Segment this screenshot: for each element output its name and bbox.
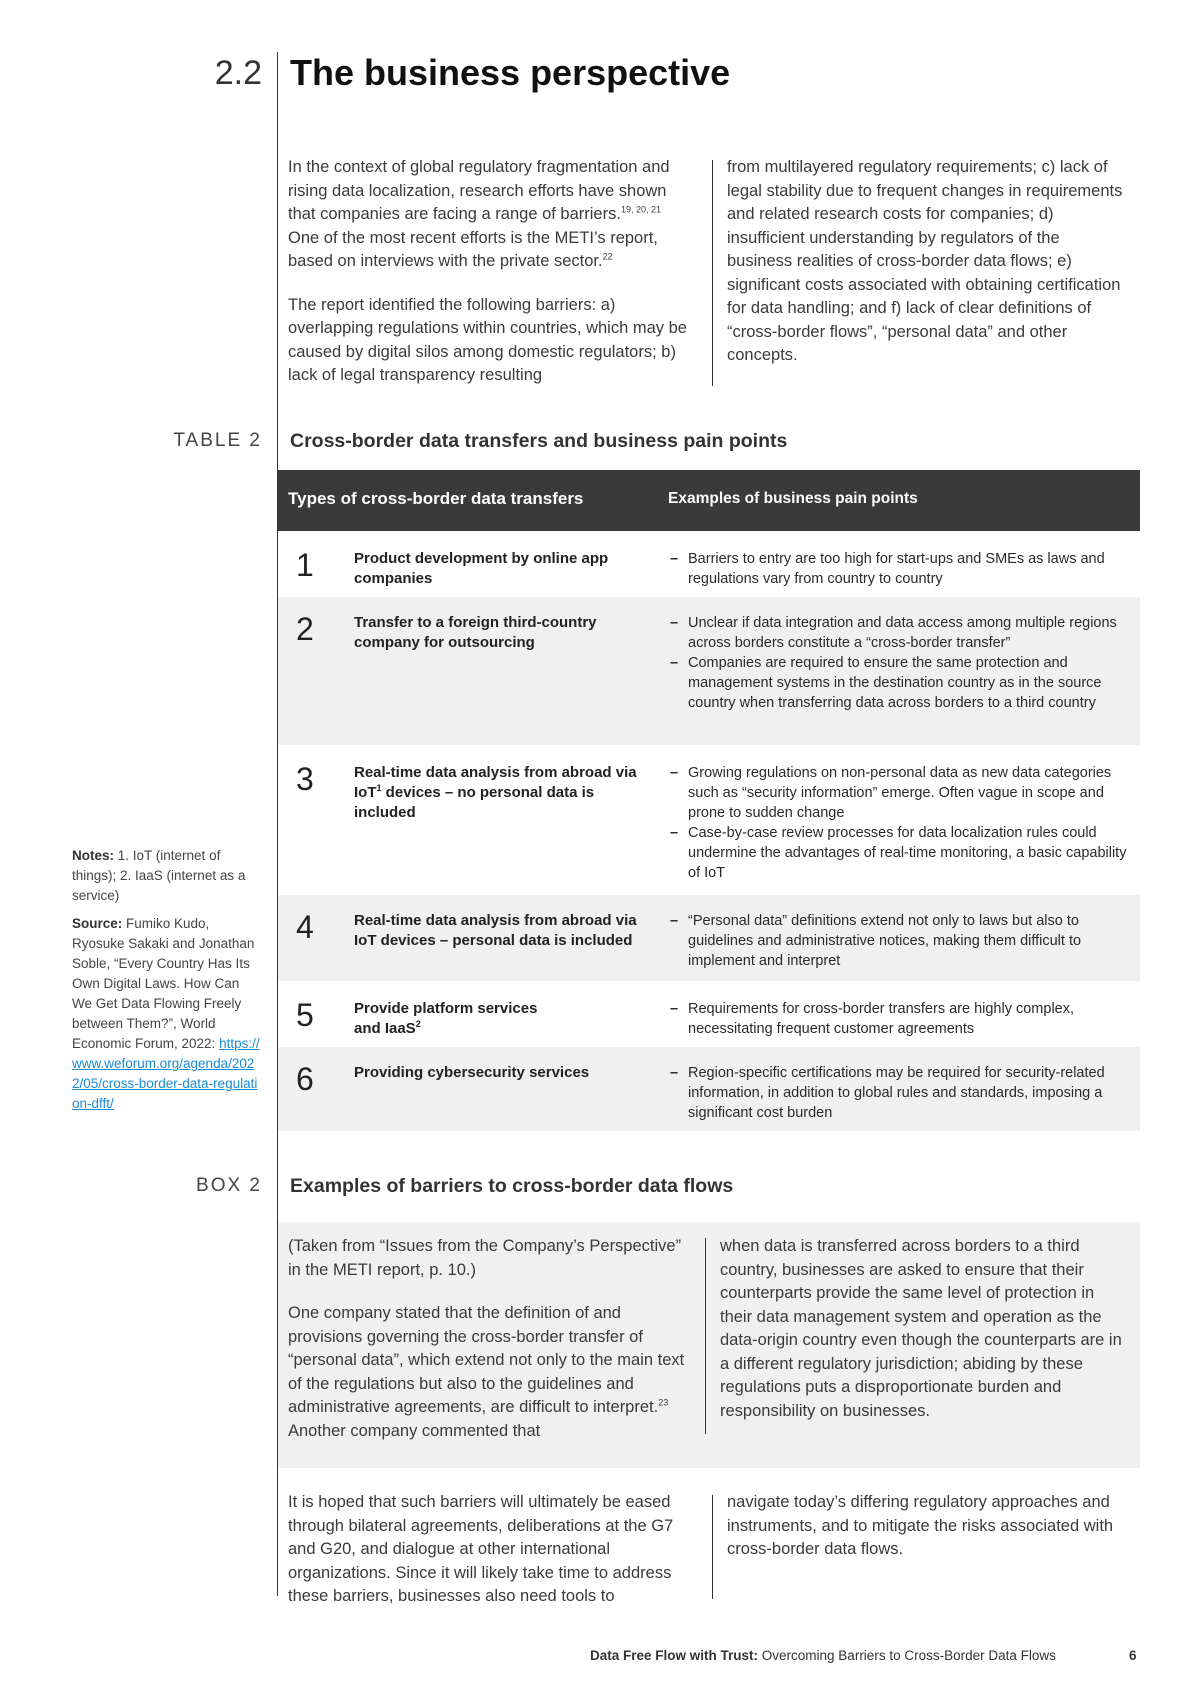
table-row [278, 533, 1140, 595]
row-number: 2 [296, 611, 314, 647]
intro-left-column [288, 156, 693, 388]
table-label: TABLE 2 [173, 430, 262, 451]
row-pain-points [670, 763, 1130, 883]
closing-left-column [288, 1491, 703, 1609]
row-pain-points [670, 911, 1130, 971]
row-pain-points [670, 1063, 1130, 1123]
table-notes [72, 846, 262, 1114]
box-left-column [288, 1235, 688, 1443]
intro-right-column [727, 156, 1127, 368]
section-number: 2.2 [214, 54, 262, 92]
row-pain-points [670, 549, 1130, 589]
row-number: 1 [296, 547, 314, 583]
pain-point: – Companies are required to ensure the same protection and management systems in the destination country as in the source country when transferring data across borders to a third country [670, 653, 1130, 713]
pain-point: – Case-by-case review processes for data localization rules could undermine the advantages of real-time monitoring, a basic capability of IoT [670, 823, 1130, 883]
notes-text: Notes: 1. IoT (internet of things); 2. IaaS (internet as a service) [72, 848, 246, 903]
pain-point: – Unclear if data integration and data access among multiple regions across borders constitute a “cross-border transfer” [670, 613, 1130, 653]
pain-point: – “Personal data” definitions extend not only to laws but also to guidelines and administrative notices, making them difficult to implement and interpret [670, 911, 1130, 971]
intro-paragraph-1: In the context of global regulatory fragmentation and rising data localization, research efforts have shown that companies are facing a range of barriers.$^{19, 20, 21}$ One of the most recent efforts is the METI’s report, based on interviews with the private sector.$^{22}$ [288, 158, 670, 270]
row-transfer-type: Real-time data analysis from abroad via IoT devices – personal data is included [354, 912, 637, 949]
box-paragraph-1: (Taken from “Issues from the Company’s Perspective” in the METI report, p. 10.) [288, 1237, 682, 1279]
pain-point: – Barriers to entry are too high for start-ups and SMEs as laws and regulations vary from country to country [670, 549, 1130, 589]
box-label: BOX 2 [196, 1175, 262, 1196]
row-transfer-type: Product development by online app companies [354, 550, 609, 587]
box-paragraph-3: when data is transferred across borders to a third country, businesses are asked to ensure that their counterparts provide the same level of protection in their data management system and operation as the data-origin country even though the counterparts are in a different regulatory jurisdiction; abiding by these regulations puts a disproportionate burden and responsibility on businesses. [720, 1237, 1122, 1420]
source-text: Source: Fumiko Kudo, Ryosuke Sakaki and Jonathan Soble, “Every Country Has Its Own Digital Laws. How Can We Get Data Flowing Freely between Them?”, World Economic Forum, 2022: https://www.weforum.org/agenda/2022/05/cross-border-data-regulation-dfft/ [72, 916, 260, 1111]
page-footer: Data Free Flow with Trust: Overcoming Barriers to Cross-Border Data Flows [590, 1648, 1056, 1663]
table-row [278, 747, 1140, 893]
row-number: 4 [296, 909, 314, 945]
intro-column-divider [712, 160, 713, 386]
source-link[interactable]: https://www.weforum.org/agenda/2022/05/cross-border-data-regulation-dfft/ [72, 1036, 260, 1111]
row-transfer-type: Provide platform services and IaaS$^2$ [354, 1000, 538, 1037]
row-pain-points [670, 999, 1130, 1039]
table-row [278, 983, 1140, 1045]
box-title: Examples of barriers to cross-border data flows [290, 1175, 734, 1197]
row-pain-points [670, 613, 1130, 713]
row-transfer-type: Real-time data analysis from abroad via IoT$^1$ devices – no personal data is included [354, 764, 637, 821]
table-row [278, 1047, 1140, 1131]
box-column-divider [705, 1238, 706, 1434]
closing-paragraph-1: It is hoped that such barriers will ultimately be eased through bilateral agreements, deliberations at the G7 and G20, and dialogue at other international organizations. Since it will likely take time to address these barriers, businesses also need tools to [288, 1493, 674, 1605]
pain-point: – Growing regulations on non-personal data as new data categories such as “security information” emerge. Often vague in scope and prone to sudden change [670, 763, 1130, 823]
table-row [278, 597, 1140, 745]
intro-paragraph-2: The report identified the following barriers: a) overlapping regulations within countries, which may be caused by digital silos among domestic regulators; b) lack of legal transparency resulting [288, 295, 687, 384]
table-col2-header: Examples of business pain points [668, 490, 918, 507]
table-row [278, 895, 1140, 981]
row-transfer-type: Transfer to a foreign third-country company for outsourcing [354, 614, 597, 651]
table-title: Cross-border data transfers and business pain points [290, 430, 788, 452]
page-number: 6 [1129, 1648, 1137, 1663]
table-col1-header: Types of cross-border data transfers [288, 489, 584, 508]
closing-column-divider [712, 1495, 713, 1599]
box-right-column [720, 1235, 1130, 1423]
row-number: 6 [296, 1061, 314, 1097]
intro-paragraph-3: from multilayered regulatory requirements; c) lack of legal stability due to frequent changes in requirements and related research costs for companies; d) insufficient understanding by regulators of the business realities of cross-border data flows; e) significant costs associated with obtaining certification for data handling; and f) lack of clear definitions of “cross-border flows”, “personal data” and other concepts. [727, 158, 1123, 364]
row-number: 3 [296, 761, 314, 797]
table-header [278, 470, 1140, 531]
box-paragraph-2: One company stated that the definition of and provisions governing the cross-border transfer of “personal data”, which extend not only to the main text of the regulations but also to the guidelines and administrative agreements, are difficult to interpret.$^{23}$ Another company commented that [288, 1304, 685, 1440]
row-transfer-type: Providing cybersecurity services [354, 1064, 590, 1081]
closing-right-column [727, 1491, 1137, 1562]
pain-point: – Requirements for cross-border transfers are highly complex, necessitating frequent customer agreements [670, 999, 1130, 1039]
row-number: 5 [296, 997, 314, 1033]
closing-paragraph-2: navigate today’s differing regulatory approaches and instruments, and to mitigate the risks associated with cross-border data flows. [727, 1493, 1114, 1558]
page-title: The business perspective [290, 52, 731, 93]
pain-point: – Region-specific certifications may be required for security-related information, in addition to global rules and standards, imposing a significant cost burden [670, 1063, 1130, 1123]
